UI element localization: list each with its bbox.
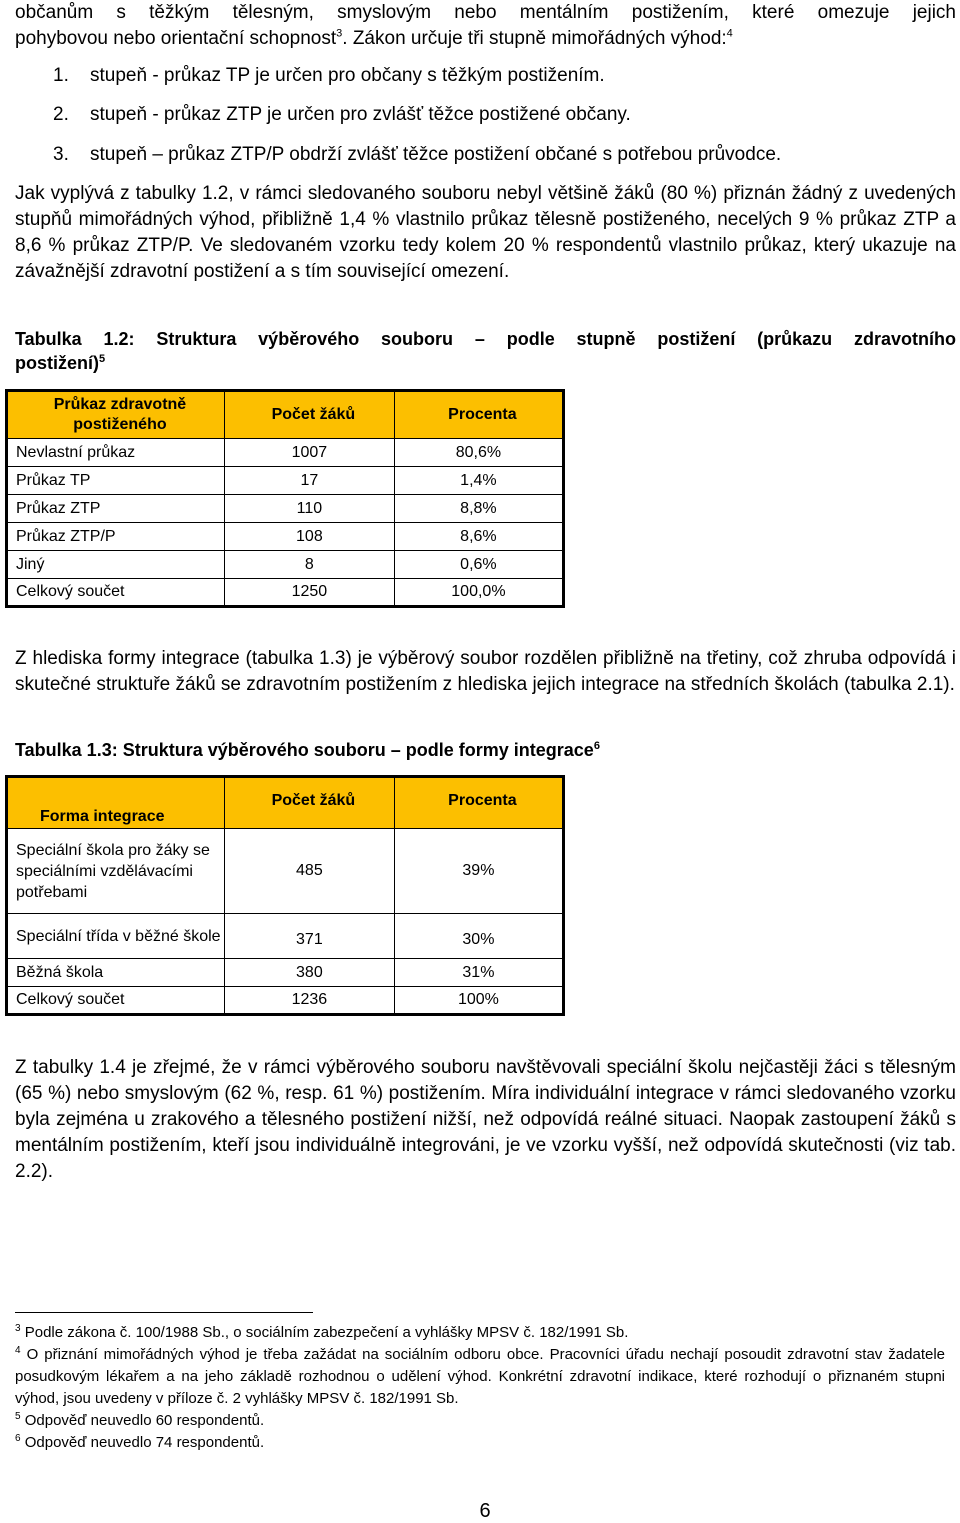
table-1 bbox=[5, 389, 565, 608]
footnote bbox=[15, 1432, 945, 1454]
footnote-ref-4[interactable]: 4 bbox=[726, 27, 733, 40]
table-row bbox=[7, 959, 564, 987]
list-item bbox=[15, 102, 631, 128]
footnote bbox=[15, 1410, 945, 1432]
table-cell: Průkaz ZTP/P bbox=[7, 523, 225, 551]
table-cell: 1007 bbox=[224, 439, 394, 467]
table-cell: 80,6% bbox=[394, 439, 563, 467]
table-cell: 1250 bbox=[224, 579, 394, 607]
footnote-ref-5[interactable]: 5 bbox=[99, 353, 106, 365]
table-cell: 39% bbox=[394, 829, 563, 914]
table-1-caption-line-2 bbox=[15, 351, 105, 375]
table-cell: Celkový součet bbox=[7, 987, 225, 1015]
table-cell: 8,8% bbox=[394, 495, 563, 523]
footnote-number: 3 bbox=[15, 1323, 21, 1334]
intro-line-2-rest: . Zákon určuje tři stupně mimořádných výhod: bbox=[342, 28, 727, 49]
paragraph-2: Z hlediska formy integrace (tabulka 1.3) je výběrový soubor rozdělen přibližně na třetiny, což zhruba odpovídá i skutečné struktuře žáků se zdravotním postižením z hlediska jejich integrace na středních školách (tabulka 2.1). bbox=[15, 648, 956, 695]
footnote-ref-6[interactable]: 6 bbox=[593, 740, 600, 752]
paragraph-3: Z tabulky 1.4 je zřejmé, že v rámci výběrového souboru navštěvovali speciální školu nejčastěji žáci s tělesným (65 %) nebo smyslovým (62 %, resp. 61 %) postižením. Míra individuální integrace v rámci sledovaného vzorku byla zejména u zrakového a tělesného postižení nižší, než odpovídá reálné situaci. Naopak zastoupení žáků s mentálním postižením, kteří jsou individuálně integrováni, je ve vzorku vyšší, než odpovídá skutečnosti (viz tab. 2.2). bbox=[15, 1057, 956, 1182]
table-header-row bbox=[7, 777, 564, 829]
intro-line-2 bbox=[15, 26, 956, 52]
footnote-separator bbox=[15, 1312, 313, 1313]
table-cell: 31% bbox=[394, 959, 563, 987]
table-cell: 485 bbox=[224, 829, 394, 914]
table-cell: 30% bbox=[394, 914, 563, 959]
table-1-caption-dash: – bbox=[474, 329, 485, 349]
footnote-text: Podle zákona č. 100/1988 Sb., o sociálním zabezpečení a vyhlášky MPSV č. 182/1991 Sb. bbox=[24, 1324, 629, 1341]
table-row bbox=[7, 439, 564, 467]
footnote bbox=[15, 1322, 945, 1344]
table-header-row bbox=[7, 391, 564, 439]
list-item-text: stupeň - průkaz ZTP je určen pro zvlášť těžce postižené občany. bbox=[90, 104, 631, 125]
footnote bbox=[15, 1344, 945, 1410]
table-cell: 110 bbox=[224, 495, 394, 523]
table-1-caption-b: podle stupně postižení (průkazu zdravotního bbox=[506, 329, 956, 349]
intro-line-1: občanům s těžkým tělesným, smyslovým nebo mentálním postižením, které omezuje jejich bbox=[15, 2, 956, 23]
table-cell: 371 bbox=[224, 914, 394, 959]
table-header-cell: Počet žáků bbox=[224, 391, 394, 439]
footnote-ref-3[interactable]: 3 bbox=[336, 27, 343, 40]
list-item-number: 1. bbox=[53, 65, 69, 86]
table-header-cell: Forma integrace bbox=[7, 777, 225, 829]
table-cell: Speciální třída v běžné škole bbox=[7, 914, 225, 959]
intro-line-2-text: pohybovou nebo orientační schopnost bbox=[15, 28, 337, 49]
table-row bbox=[7, 467, 564, 495]
table-header-cell: Počet žáků bbox=[224, 777, 394, 829]
table-cell: Celkový součet bbox=[7, 579, 225, 607]
footnote-text: Odpověď neuvedlo 74 respondentů. bbox=[24, 1434, 265, 1451]
table-row bbox=[7, 914, 564, 959]
table-1-caption-a: Tabulka 1.2: Struktura výběrového souboru bbox=[15, 329, 454, 349]
footnote-number: 4 bbox=[15, 1345, 21, 1356]
table-cell: 108 bbox=[224, 523, 394, 551]
table-cell: 0,6% bbox=[394, 551, 563, 579]
footnote-number: 5 bbox=[15, 1411, 21, 1422]
table-cell: 17 bbox=[224, 467, 394, 495]
list-item-text: stupeň - průkaz TP je určen pro občany s těžkým postižením. bbox=[90, 65, 605, 86]
table-2 bbox=[5, 775, 565, 1016]
table-row bbox=[7, 987, 564, 1015]
table-row bbox=[7, 495, 564, 523]
table-2-caption-text: Tabulka 1.3: Struktura výběrového souboru – podle formy integrace bbox=[15, 740, 594, 760]
table-header-cell: Procenta bbox=[394, 391, 563, 439]
table-cell: 8 bbox=[224, 551, 394, 579]
table-row bbox=[7, 579, 564, 607]
table-1-caption bbox=[15, 327, 956, 351]
page-number: 6 bbox=[479, 1500, 491, 1522]
table-cell: 100,0% bbox=[394, 579, 563, 607]
list-item-text: stupeň – průkaz ZTP/P obdrží zvlášť těžce postižení občané s potřebou průvodce. bbox=[90, 144, 782, 165]
table-cell: Průkaz ZTP bbox=[7, 495, 225, 523]
table-cell: 380 bbox=[224, 959, 394, 987]
paragraph-1: Jak vyplývá z tabulky 1.2, v rámci sledovaného souboru nebyl většině žáků (80 %) přiznán žádný z uvedených stupňů mimořádných výhod, přibližně 1,4 % vlastnilo průkaz tělesně postiženého, necelých 9 % průkaz ZTP a 8,6 % průkaz ZTP/P. Ve sledovaném vzorku tedy kolem 20 % respondentů vlastnilo průkaz, který ukazuje na závažnější zdravotní postižení a s tím související omezení. bbox=[15, 183, 956, 282]
list-item bbox=[15, 142, 781, 168]
table-cell: Běžná škola bbox=[7, 959, 225, 987]
table-cell: 100% bbox=[394, 987, 563, 1015]
table-header-cell: Procenta bbox=[394, 777, 563, 829]
list-item bbox=[15, 63, 605, 89]
list-item-number: 2. bbox=[53, 104, 69, 125]
table-cell: 8,6% bbox=[394, 523, 563, 551]
table-cell: Průkaz TP bbox=[7, 467, 225, 495]
table-row bbox=[7, 551, 564, 579]
table-row bbox=[7, 523, 564, 551]
list-item-number: 3. bbox=[53, 144, 69, 165]
table-row bbox=[7, 829, 564, 914]
footnote-text: O přiznání mimořádných výhod je třeba zažádat na sociálním odboru obce. Pracovníci úřadu nechají posoudit zdravotní stav žadatele posudkovým lékařem a na jeho základě rozhodnou o udělení výhod. Konkrétní zdravotní indikace, které rozhodují o přiznaném stupni výhod, jsou uvedeny v příloze č. 2 vyhlášky MPSV č. 182/1991 Sb. bbox=[15, 1346, 946, 1407]
table-1-caption-c: postižení) bbox=[15, 353, 99, 373]
table-2-caption bbox=[15, 738, 600, 762]
table-cell: 1,4% bbox=[394, 467, 563, 495]
table-cell: Nevlastní průkaz bbox=[7, 439, 225, 467]
table-cell: 1236 bbox=[224, 987, 394, 1015]
table-cell: Jiný bbox=[7, 551, 225, 579]
footnote-text: Odpověď neuvedlo 60 respondentů. bbox=[24, 1412, 265, 1429]
footnote-number: 6 bbox=[15, 1433, 21, 1444]
table-header-cell: Průkaz zdravotně postiženého bbox=[7, 391, 225, 439]
table-cell: Speciální škola pro žáky se speciálními vzdělávacími potřebami bbox=[7, 829, 225, 914]
